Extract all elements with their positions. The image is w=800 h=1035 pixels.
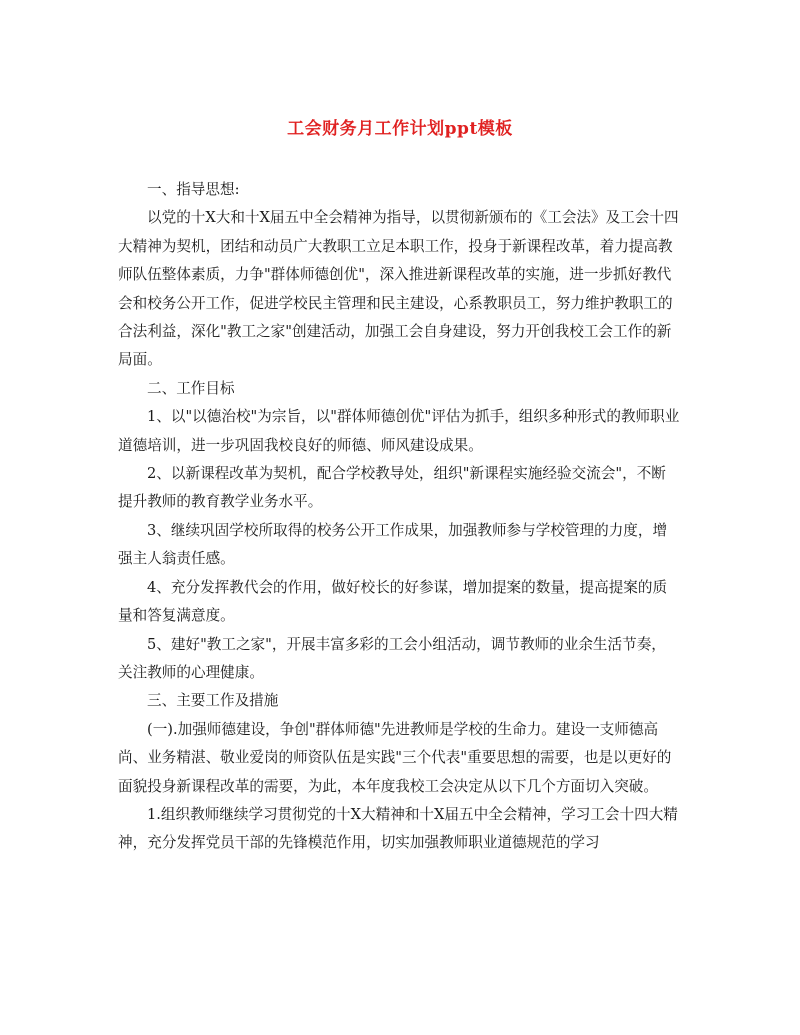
paragraph-guiding-thought: 以党的十X大和十X届五中全会精神为指导，以贯彻新颁布的《工会法》及工会十四大精神为契机，团结和动员广大教职工立足本职工作，投身于新课程改革，着力提高教师队伍整体素质，力争"群体师德创优"，深入推进新课程改革的实施，进一步抓好教代会和校务公开工作，促进学校民主管理和民主建设，心系教职员工，努力维护教职工的合法利益，深化"教工之家"创建活动，加强工会自身建设，努力开创我校工会工作的新局面。: [118, 209, 679, 369]
section-heading-main-work: 三、主要工作及措施: [147, 692, 279, 710]
paragraph-goal-3: 3、继续巩固学校所取得的校务公开工作成果，加强教师参与学校管理的力度，增强主人翁责任感。: [118, 521, 668, 568]
paragraph-goal-4: 4、充分发挥教代会的作用，做好校长的好参谋，增加提案的数量，提高提案的质量和答复满意度。: [118, 578, 668, 625]
paragraph-goal-5: 5、建好"教工之家"，开展丰富多彩的工会小组活动，调节教师的业余生活节奏，关注教师的心理健康。: [118, 635, 666, 681]
document-title: 工会财务月工作计划ppt模板: [287, 119, 513, 139]
paragraph-goal-2: 2、以新课程改革为契机，配合学校教导处，组织"新课程实施经验交流会"，不断提升教师的教育教学业务水平。: [118, 465, 666, 511]
paragraph-study-item-1: 1.组织教师继续学习贯彻党的十X大精神和十X届五中全会精神，学习工会十四大精神，充分发挥党员干部的先锋模范作用，切实加强教师职业道德规范的学习: [118, 805, 678, 852]
paragraph-goal-1: 1、以"以德治校"为宗旨，以"群体师德创优"评估为抓手，组织多种形式的教师职业道德培训，进一步巩固我校良好的师德、师风建设成果。: [118, 408, 680, 454]
section-heading-work-goals: 二、工作目标: [147, 379, 235, 397]
paragraph-ethics-building: (一).加强师德建设，争创"群体师德"先进教师是学校的生命力。建设一支师德高尚、业务精湛、敬业爱岗的师资队伍是实践"三个代表"重要思想的需要，也是以更好的面貌投身新课程改革的需要，为此，本年度我校工会决定从以下几个方面切入突破。: [118, 720, 672, 795]
document-body: [118, 176, 680, 858]
section-heading-guiding-thought: 一、指导思想:: [147, 181, 240, 198]
